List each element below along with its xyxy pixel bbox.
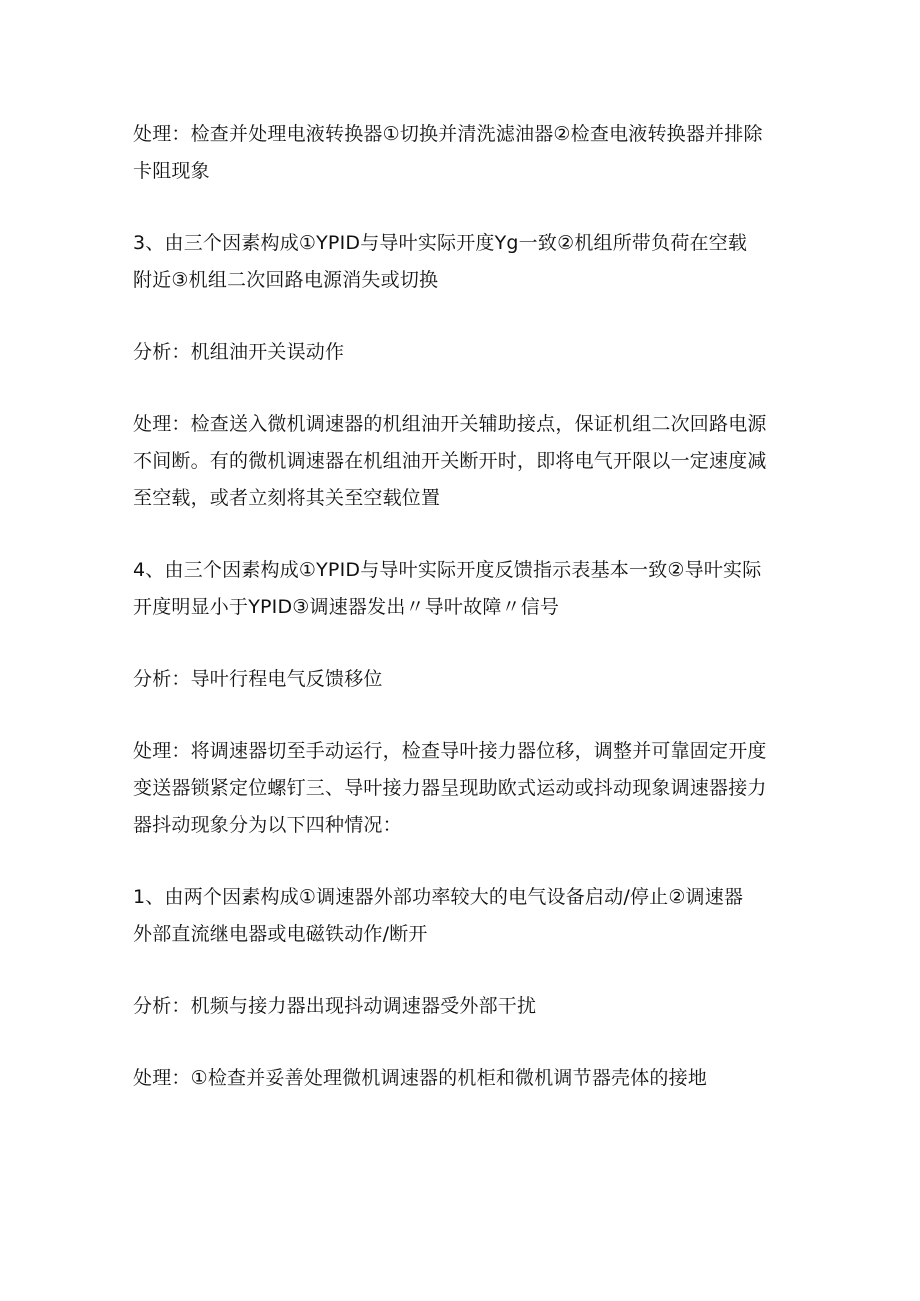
paragraph-7 [133,733,793,844]
document-page [133,116,793,1132]
text-line: 处理：①检查并妥善处理微机调速器的机柜和微机调节器壳体的接地 [133,1067,708,1089]
text-line: 分析：导叶行程电气反馈移位 [133,668,383,690]
paragraph-6 [133,661,793,698]
text-line: 分析：机组油开关误动作 [133,341,345,363]
text-line: 开度明显小于YPID③调速器发出〃导叶故障〃信号 [133,596,560,618]
text-line: 分析：机频与接力器出现抖动调速器受外部干扰 [133,995,537,1017]
paragraph-8 [133,879,793,953]
text-line: 外部直流继电器或电磁铁动作/断开 [133,923,428,945]
text-line: 附近③机组二次回路电源消失或切换 [133,269,439,291]
text-line: 至空载，或者立刻将其关至空载位置 [133,487,441,509]
paragraph-5 [133,552,793,626]
paragraph-10 [133,1060,793,1097]
paragraph-2 [133,225,793,299]
paragraph-1 [133,116,793,190]
text-line: 变送器锁紧定位螺钉三、导叶接力器呈现助欧式运动或抖动现象调速器接力 [133,777,767,799]
text-line: 1、由两个因素构成①调速器外部功率较大的电气设备启动/停止②调速器 [133,886,744,908]
paragraph-3 [133,334,793,371]
paragraph-9 [133,988,793,1025]
text-line: 器抖动现象分为以下四种情况： [133,814,402,836]
paragraph-4 [133,406,793,517]
text-line: 不间断。有的微机调速器在机组油开关断开时，即将电气开限以一定速度减 [133,450,767,472]
text-line: 4、由三个因素构成①YPID与导叶实际开度反馈指示表基本一致②导叶实际 [133,559,762,581]
text-line: 处理：将调速器切至手动运行，检查导叶接力器位移，调整并可靠固定开度 [133,740,767,762]
text-line: 3、由三个因素构成①YPID与导叶实际开度Yg一致②机组所带负荷在空载 [133,232,748,254]
text-line: 处理：检查并处理电液转换器①切换并清洗滤油器②检查电液转换器并排除 [133,123,763,145]
text-line: 卡阻现象 [133,160,210,182]
text-line: 处理：检查送入微机调速器的机组油开关辅助接点，保证机组二次回路电源 [133,413,767,435]
